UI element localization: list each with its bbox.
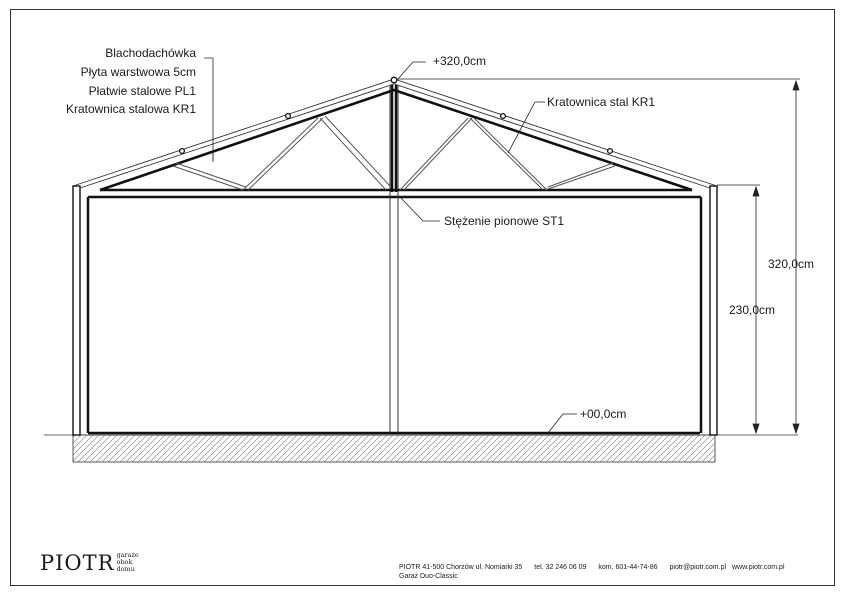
brand-tagline	[116, 552, 138, 573]
contact-info	[399, 563, 785, 581]
company-logo	[40, 552, 139, 574]
phone: tel. 32 246 06 09	[534, 564, 587, 571]
brand-tagline-line-2: obok	[116, 558, 133, 566]
ground-level-leader	[548, 414, 577, 433]
website: www.piotr.com.pl	[731, 564, 785, 571]
dimension-total-height: 320,0cm	[768, 257, 815, 271]
foundation-slab	[73, 435, 715, 462]
product-name: Garaż Duo-Classic	[399, 573, 458, 580]
label-sandwich-panel: Płyta warstwowa 5cm	[80, 65, 196, 79]
side-columns	[73, 186, 717, 435]
contact-line	[399, 563, 785, 572]
email: piotr@piotr.com.pl	[669, 564, 727, 571]
label-ridge-level: +320,0cm	[433, 54, 487, 68]
address: PIOTR 41-500 Chorzów ul. Nomiarki 35	[399, 564, 523, 571]
label-vertical-bracing: Stężenie pionowe ST1	[444, 214, 565, 228]
central-post	[390, 85, 398, 433]
ridge-level-mark	[397, 62, 426, 80]
brand-tagline-line-1: garaże	[116, 551, 139, 559]
dimension-wall-height: 230,0cm	[729, 303, 776, 317]
mobile: kom. 601-44-74-86	[598, 564, 658, 571]
label-roof-tiles: Blachodachówka	[105, 46, 196, 60]
label-ground-level: +00,0cm	[580, 407, 627, 421]
brand-tagline-line-3: domu	[116, 565, 135, 573]
brand-name: PIOTR	[40, 551, 115, 575]
label-truss-left: Kratownica stalowa KR1	[65, 102, 196, 116]
bracing-leader	[399, 196, 440, 221]
label-truss-right: Kratownica stal KR1	[547, 95, 656, 109]
label-purlins: Płatwie stalowe PL1	[88, 84, 196, 98]
